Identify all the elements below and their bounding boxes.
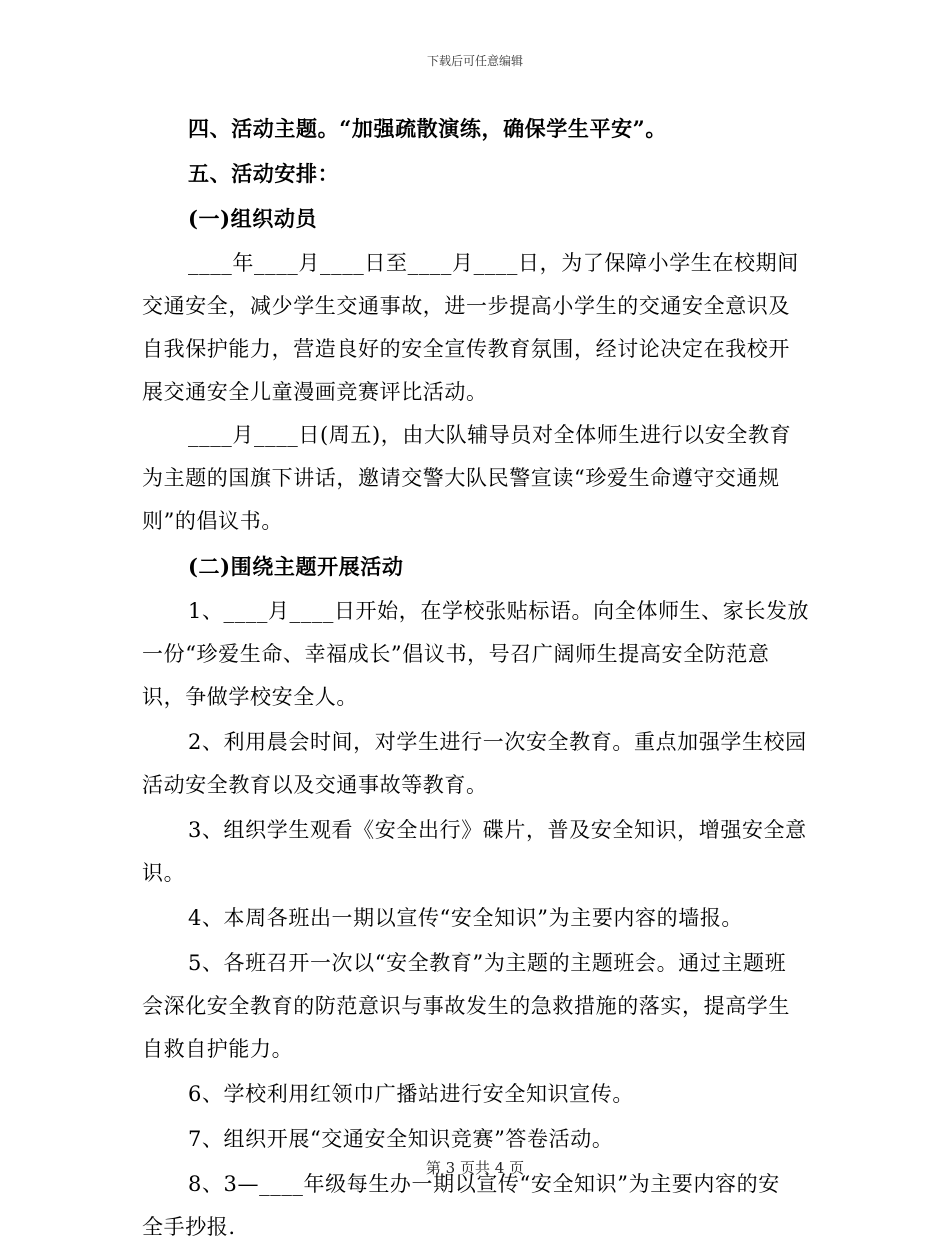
paragraph-line: 识，争做学校安全人。 bbox=[142, 685, 358, 709]
paragraph-line: 5、各班召开一次以“安全教育”为主题的主题班会。通过主题班 bbox=[188, 951, 787, 975]
paragraph-line: 4、本周各班出一期以宣传“安全知识”为主要内容的墙报。 bbox=[188, 906, 744, 930]
section-heading: (一)组织动员 bbox=[188, 206, 318, 231]
paragraph-line: 为主题的国旗下讲话，邀请交警大队民警宣读“珍爱生命遵守交通规 bbox=[142, 466, 780, 490]
section-heading: 四、活动主题。“加强疏散演练，确保学生平安”。 bbox=[188, 116, 667, 141]
paragraph-line: 会深化安全教育的防范意识与事故发生的急救措施的落实，提高学生 bbox=[142, 994, 790, 1018]
header-note: 下载后可任意编辑 bbox=[426, 54, 523, 68]
paragraph-line: 交通安全，减少学生交通事故，进一步提高小学生的交通安全意识及 bbox=[142, 294, 790, 318]
paragraph-line: 一份“珍爱生命、幸福成长”倡议书，号召广阔师生提高安全防范意 bbox=[142, 642, 770, 666]
paragraph-line: 3、组织学生观看《安全出行》碟片，普及安全知识，增强安全意 bbox=[188, 818, 807, 842]
document-body bbox=[142, 110, 810, 1246]
paragraph-line: 活动安全教育以及交通事故等教育。 bbox=[142, 773, 488, 797]
paragraph-line: 6、学校利用红领巾广播站进行安全知识宣传。 bbox=[188, 1082, 634, 1106]
paragraph-line: 1、____月____日开始，在学校张贴标语。向全体师生、家长发放 bbox=[188, 599, 810, 623]
paragraph-line: 识。 bbox=[142, 861, 186, 885]
section-heading: 五、活动安排： bbox=[188, 161, 340, 186]
paragraph-line: 则”的倡议书。 bbox=[142, 509, 283, 533]
paragraph-line: 7、组织开展“交通安全知识竞赛”答卷活动。 bbox=[188, 1127, 614, 1151]
paragraph-line: ____年____月____日至____月____日，为了保障小学生在校期间 bbox=[188, 251, 799, 275]
paragraph-line: 8、3—____年级每生办一期以宣传“安全知识”为主要内容的安 bbox=[188, 1172, 780, 1196]
paragraph-line: ____月____日(周五)，由大队辅导员对全体师生进行以安全教育 bbox=[188, 423, 792, 447]
paragraph-line: 展交通安全儿童漫画竞赛评比活动。 bbox=[142, 380, 488, 404]
paragraph-line: 全手抄报. bbox=[142, 1215, 236, 1239]
paragraph-line: 自救自护能力。 bbox=[142, 1037, 294, 1061]
section-heading: (二)围绕主题开展活动 bbox=[188, 554, 404, 579]
paragraph-line: 自我保护能力，营造良好的安全宣传教育氛围，经讨论决定在我校开 bbox=[142, 337, 790, 361]
page-footer: 第 3 页共 4 页 bbox=[425, 1159, 525, 1177]
paragraph-line: 2、利用晨会时间，对学生进行一次安全教育。重点加强学生校园 bbox=[188, 730, 807, 754]
